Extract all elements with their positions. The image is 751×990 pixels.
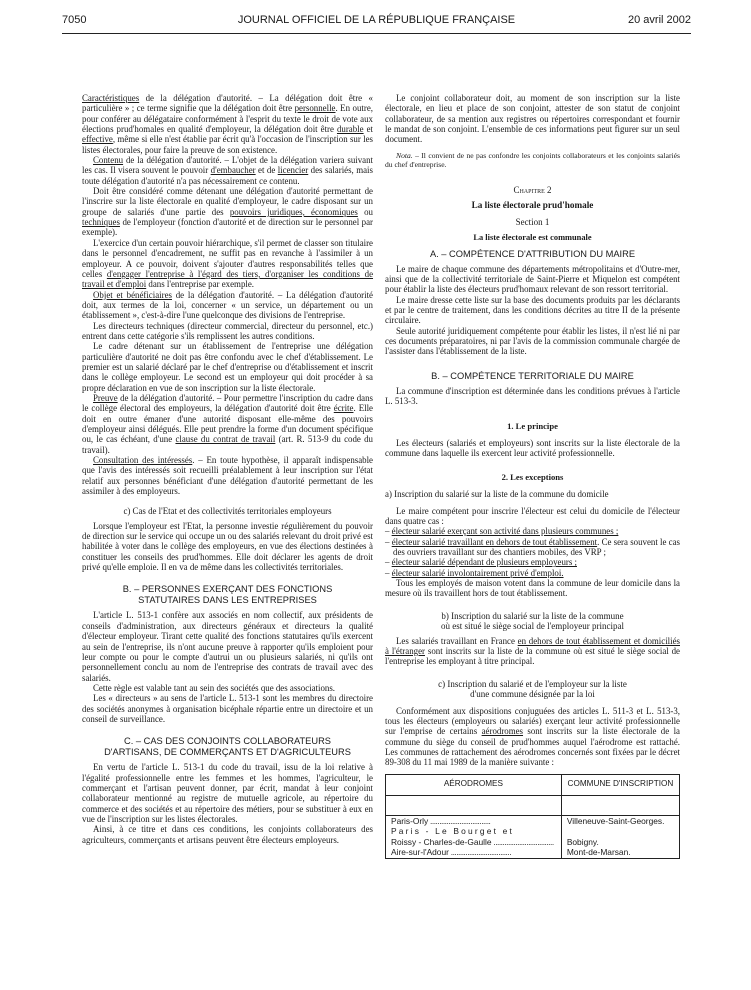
subheading: c) Cas de l'Etat et des collectivités territoriales employeurs	[123, 506, 332, 517]
subheading: c) Inscription du salarié et de l'employeur sur la liste d'une commune désignée par la loi	[438, 678, 627, 700]
chapter-title: La liste électorale prud'homale	[471, 199, 594, 210]
table-cell: Mont-de-Marsan.	[566, 847, 631, 858]
paragraph: Objet et bénéficiaires de la délégation d'autorité. – La délégation d'autorité doit, aux termes de la loi, concerner « un service, un département ou un établissement », c'est-à-dire l'une quelconque des divisions de l'entreprise.	[82, 289, 373, 321]
list-item: – électeur salarié dépendant de plusieurs employeurs ;	[385, 557, 577, 568]
header-rule	[62, 33, 691, 34]
paragraph: Le maire de chaque commune des départements métropolitains et d'Outre-mer, ainsi que de la collectivité territoriale de Saint-Pierre et Miquelon est compétent pour établir la liste des électeurs prud'homaux relevant de son ressort territorial.	[385, 263, 680, 295]
paragraph: Les « directeurs » au sens de l'article L. 513-1 sont les membres du directoire des sociétés anonymes à organisation bicéphale répartie entre un directoire et un conseil de surveillance.	[82, 693, 373, 724]
paragraph: L'article L. 513-1 confère aux associés en nom collectif, aux présidents de conseils d'administration, aux directeurs généraux et directeurs la qualité d'électeur employeur. Tirant cette qualité des fonctions statutaires qu'ils exercent au sein de l'entreprise, ils n'ont aucune preuve à rapporter qu'ils emploient pour leur compte ou pour le compte d'autrui un ou plusieurs salariés, ni qu'ils ont personnellement conclu au nom de l'entreprise des contrats de travail avec des salariés.	[82, 610, 373, 683]
publication-date: 20 avril 2002	[628, 14, 691, 26]
table-row	[386, 795, 680, 815]
list-item: – électeur salarié exerçant son activité dans plusieurs communes ;	[385, 526, 619, 537]
table-cell: Aire-sur-l'Adour .....	[391, 847, 511, 857]
paragraph: En vertu de l'article L. 513-1 du code du travail, issu de la loi relative à l'égalité professionnelle entre les femmes et les hommes, l'agriculteur, le commerçant et l'artisan peuvent donner, par écrit, mandat à leur conjoint collaborateur mentionné au registre de mutuelle agricole, au répertoire du commerce et des sociétés et au répertoire des métiers, pour se substituer à eux en vue de l'inscription sur les listes électorales.	[82, 762, 373, 824]
paragraph: Tous les employés de maison votent dans la commune de leur domicile dans la mesure où ils travaillent hors de tout établissement.	[385, 577, 680, 599]
list-item: – électeur salarié travaillant en dehors de tout établissement. Ce sera souvent le cas des ouvriers travaillant sur des chantiers mobiles, des VRP ;	[385, 536, 681, 557]
column-header: AÉRODROMES	[386, 774, 562, 795]
paragraph: Caractéristiques de la délégation d'autorité. – La délégation doit être « particulière » ; ce terme signifie que la délégation doit être personnelle. En outre, pour conférer au délégataire conformément à l'esprit du texte le droit de vote aux élections prud'homales en qualité d'employeur, la délégation doit être durable et effective, même si elle n'est établie par écrit qu'à l'occasion de l'inscription sur les listes électorales, pour faire la preuve de son existence.	[82, 93, 374, 155]
paragraph: Doit être considéré comme détenant une délégation d'autorité permettant de l'inscrire sur la liste électorale en qualité d'employeur, le cadre disposant sur un groupe de salariés d'une partie des pouvoirs juridiques, économiques ou techniques de l'employeur (fonction d'autorité et de direction sur le personnel par exemple).	[82, 186, 373, 238]
subsection-heading: B. – COMPÉTENCE TERRITORIALE DU MAIRE	[431, 370, 634, 381]
paragraph: Contenu de la délégation d'autorité. – L'objet de la délégation variera suivant les cas. Il visera souvent le pouvoir d'embaucher et de licencier des salariés, mais toute délégation d'autorité n'a pas nécessairement ce contenu.	[82, 155, 373, 186]
table-cell: Villeneuve-Saint-Georges.	[566, 815, 665, 826]
paragraph: Les directeurs techniques (directeur commercial, directeur du personnel, etc.) entrent dans cette catégorie s'ils remplissent les autres conditions.	[82, 320, 373, 341]
table-cell: Paris-Orly .....	[391, 816, 490, 826]
left-column	[82, 93, 373, 845]
chapter-label: Chapitre 2	[513, 184, 552, 195]
subheading: a) Inscription du salarié sur la liste de la commune du domicile	[385, 489, 609, 500]
paragraph: Le maire compétent pour inscrire l'électeur est celui du domicile de l'électeur dans quatre cas :	[385, 505, 680, 526]
paragraph: L'exercice d'un certain pouvoir hiérarchique, s'il permet de classer son titulaire dans le personnel d'encadrement, ne suffit pas en revanche à l'assimiler à un employeur. A ce pouvoir, doivent s'ajouter d'autres responsabilités telles que celles d'engager l'entreprise à l'égard des tiers, d'organiser les conditions de travail et d'emploi dans l'entreprise par exemple.	[82, 237, 374, 290]
right-column	[385, 93, 680, 859]
section-heading: C. – CAS DES CONJOINTS COLLABORATEURS D'ARTISANS, DE COMMERÇANTS ET D'AGRICULTEURS	[104, 736, 351, 758]
section-label: Section 1	[515, 216, 550, 227]
paragraph: Ainsi, à ce titre et dans ces conditions, les conjoints collaborateurs des agriculteurs, commerçants et artisans peuvent être électeurs employeurs.	[82, 824, 373, 845]
paragraph: Preuve de la délégation d'autorité. – Pour permettre l'inscription du cadre dans le collège électoral des employeurs, la délégation d'autorité doit être écrite. Elle doit en outre émaner d'une autorité disposant elle-même des pouvoirs d'employeur ainsi délégués. Elle peut prendre la forme d'un document spécifique ou, le cas échéant, d'une clause du contrat de travail (art. R. 513-9 du code du travail).	[82, 392, 373, 455]
paragraph: Cette règle est valable tant au sein des sociétés que des associations.	[93, 682, 336, 693]
page-number: 7050	[62, 14, 87, 26]
heading-exceptions: 2. Les exceptions	[501, 472, 564, 483]
nota-note: Nota. – Il convient de ne pas confondre les conjoints collaborateurs et les conjoints salariés du chef d'entreprise.	[385, 150, 680, 169]
paragraph: Les électeurs (salariés et employeurs) sont inscrits sur la liste électorale de la commune dans laquelle ils exercent leur activité professionnelle.	[385, 437, 680, 458]
list-item: – électeur salarié involontairement privé d'emploi.	[385, 567, 564, 578]
paragraph: Le cadre détenant sur un établissement de l'entreprise une délégation particulière d'autorité ne doit pas être confondu avec le chef d'établissement. Le premier est un salarié déclaré par le chef d'entreprise ou d'établissement et inscrit dans le collège employeur. Le second est un employeur qui doit procéder à sa propre déclaration en vue de son inscription sur la liste électorale.	[82, 341, 373, 393]
table-cell: Paris - Le Bourget et	[391, 826, 515, 837]
page-header	[62, 14, 691, 32]
column-header: COMMUNE D'INSCRIPTION	[561, 774, 679, 795]
table-cell: Bobigny.	[566, 836, 599, 847]
paragraph: Conformément aux dispositions conjuguées des articles L. 511-3 et L. 513-3, tous les électeurs (employeurs ou salariés) exerçant leur activité professionnelle sur l'emprise de certains aérodromes sont inscrits sur la liste électorale de la commune du siège du conseil de prud'hommes auquel l'aérodrome est rattaché. Les communes de rattachement des aérodromes concernés sont fixées par le décret 89-308 du 11 mai 1989 de la manière suivante :	[385, 705, 680, 768]
paragraph: Lorsque l'employeur est l'Etat, la personne investie régulièrement du pouvoir de direction sur le service qui occupe un ou des salariés relevant du droit privé est habilitée à voter dans le collège des employeurs, en vue des élections destinées à constituer les conseils des prud'hommes. Elle doit déclarer les agents de droit privé qu'elle emploie. Il en va de même dans les collectivités territoriales.	[82, 520, 373, 573]
section-title: La liste électorale est communale	[473, 232, 592, 242]
table-header-row	[386, 774, 680, 795]
aerodromes-table	[385, 774, 680, 859]
paragraph: Seule autorité juridiquement compétente pour établir les listes, il n'est lié ni par ces documents préparatoires, ni par l'avis de la commission communale chargée de l'assister dans l'établissement de la liste.	[385, 325, 680, 357]
heading-principe: 1. Le principe	[507, 420, 558, 431]
paragraph: La commune d'inscription est déterminée dans les conditions prévues à l'article L. 513-3.	[385, 385, 680, 407]
table-cell: Roissy - Charles-de-Gaulle .....	[391, 837, 554, 847]
section-heading: B. – PERSONNES EXERÇANT DES FONCTIONS STATUTAIRES DANS LES ENTREPRISES	[122, 584, 333, 606]
journal-title: JOURNAL OFFICIEL DE LA RÉPUBLIQUE FRANÇAISE	[237, 14, 516, 26]
paragraph: Le maire dresse cette liste sur la base des documents produits par les déclarants et par le centre de traitement, dans les conditions décrites au titre II de la présente circulaire.	[385, 294, 680, 326]
subsection-heading: A. – COMPÉTENCE D'ATTRIBUTION DU MAIRE	[429, 248, 636, 259]
paragraph: Les salariés travaillant en France en dehors de tout établissement et domiciliés à l'étranger sont inscrits sur la liste de la commune où est situé le siège social de l'entreprise les employant à titre principal.	[385, 635, 681, 667]
paragraph: Le conjoint collaborateur doit, au moment de son inscription sur la liste électorale, en lieu et place de son conjoint, attester de son statut de conjoint collaborateur, de sa mention aux registres ou répertoires correspondant et fournir le mandat de son conjoint. L'ensemble de ces informations peut figurer sur un seul document.	[385, 93, 680, 145]
paragraph: Consultation des intéressés. – En toute hypothèse, il apparaît indispensable que l'avis des intéressés soit recueilli préalablement à leur inscription sur l'état relatif aux personnes bénéficiant d'une délégation d'autorité permettant de les assimiler à des employeurs.	[82, 455, 373, 497]
subheading: b) Inscription du salarié sur la liste de la commune où est situé le siège social de l'employeur principal	[440, 610, 625, 632]
table-row	[386, 815, 680, 858]
